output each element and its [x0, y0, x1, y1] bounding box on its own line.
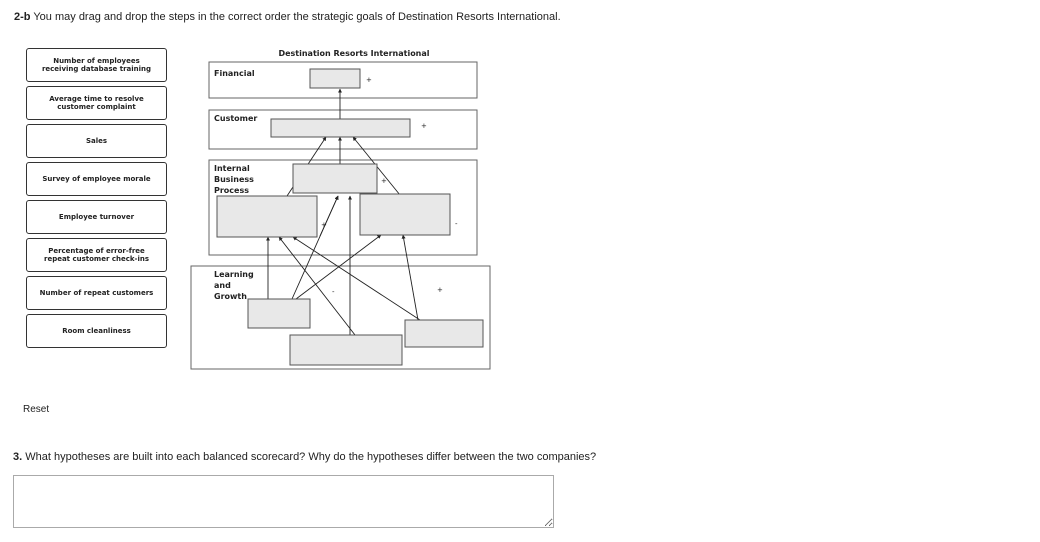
drop-target[interactable] [290, 335, 402, 365]
learning-label-line1: Learning [214, 270, 254, 279]
drop-target[interactable] [271, 119, 410, 137]
customer-label: Customer [214, 114, 258, 123]
question-text: You may drag and drop the steps in the correct order the strategic goals of Destination Resorts International. [30, 11, 561, 23]
diagram-title: Destination Resorts International [278, 49, 430, 58]
card-label: Average time to resolve customer complaint [49, 95, 144, 111]
minus-sign: - [332, 288, 335, 296]
card-label: Percentage of error-free repeat customer check-ins [44, 247, 149, 263]
drop-target[interactable] [360, 194, 450, 235]
answer-textarea[interactable] [13, 475, 554, 528]
learning-label-line2: and [214, 281, 231, 290]
card-label: Employee turnover [58, 213, 135, 221]
question-number: 2-b [14, 11, 31, 23]
financial-label: Financial [214, 69, 255, 78]
drop-target[interactable] [310, 69, 360, 88]
learning-label-line3: Growth [214, 292, 247, 301]
plus-sign: + [421, 122, 427, 130]
question-number: 3. [13, 451, 23, 463]
card-label: Sales [85, 137, 108, 145]
plus-sign: + [381, 177, 387, 185]
reset-button[interactable]: Reset [23, 404, 50, 415]
minus-sign: - [455, 220, 458, 228]
internal-label-line1: Internal [214, 164, 250, 173]
drop-target[interactable] [217, 196, 317, 237]
card-label: Room cleanliness [62, 327, 131, 335]
internal-label-line2: Business [214, 175, 254, 184]
question-text: What hypotheses are built into each balanced scorecard? Why do the hypotheses differ between the two companies? [22, 451, 597, 463]
plus-sign: + [321, 221, 327, 229]
drop-target[interactable] [405, 320, 483, 347]
question-3 [13, 451, 596, 463]
card-label: Survey of employee morale [42, 175, 151, 183]
drop-target[interactable] [293, 164, 377, 193]
plus-sign: + [437, 286, 443, 294]
internal-label-line3: Process [214, 186, 249, 195]
card-label: Number of repeat customers [39, 289, 154, 297]
plus-sign: + [366, 76, 372, 84]
card-label: Number of employees receiving database training [41, 57, 152, 73]
drop-target[interactable] [248, 299, 310, 328]
